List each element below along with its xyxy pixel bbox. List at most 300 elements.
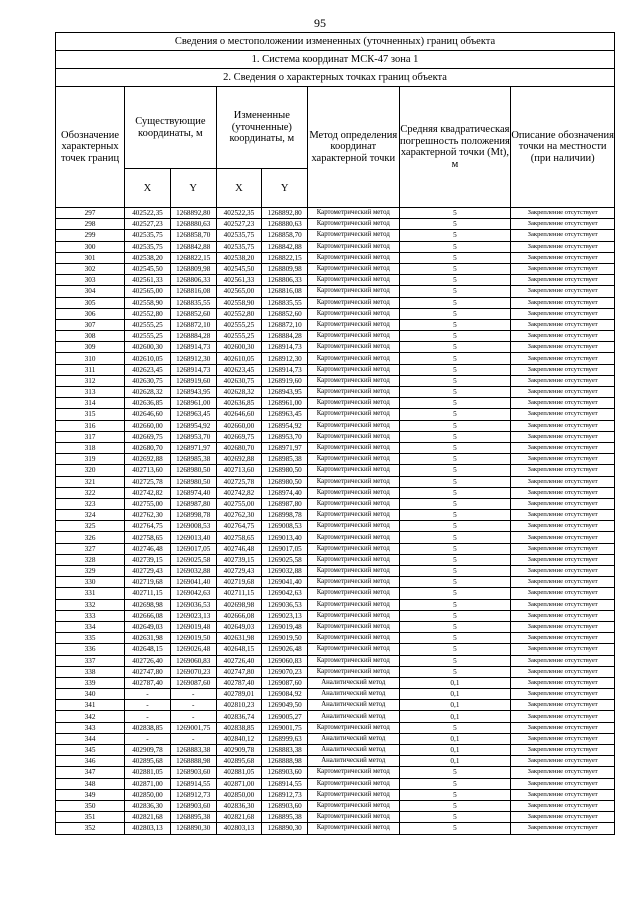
cell-changed-y: 1268892,80 [262,208,308,219]
cell-existing-x: 402666,08 [125,610,171,621]
cell-description: Закрепление отсутствует [511,800,615,811]
cell-method: Аналитический метод [308,745,399,756]
cell-method: Картометрический метод [308,353,399,364]
cell-error: 0,1 [399,733,511,744]
table-row [56,588,615,599]
cell-point-number: 336 [56,644,125,655]
cell-point-number: 302 [56,263,125,274]
cell-changed-y: 1268806,33 [262,275,308,286]
cell-method: Аналитический метод [308,689,399,700]
cell-error: 0,1 [399,711,511,722]
cell-description: Закрепление отсутствует [511,566,615,577]
cell-changed-x: 402787,40 [216,677,262,688]
cell-method: Картометрический метод [308,454,399,465]
cell-changed-x: 402558,90 [216,297,262,308]
cell-existing-x: 402692,88 [125,454,171,465]
section-caption: 2. Сведения о характерных точках границ объекта [56,69,615,87]
cell-point-number: 342 [56,711,125,722]
cell-error: 5 [399,655,511,666]
cell-point-number: 316 [56,420,125,431]
cell-existing-y: - [170,689,216,700]
cell-description: Закрепление отсутствует [511,733,615,744]
cell-error: 0,1 [399,756,511,767]
cell-description: Закрепление отсутствует [511,666,615,677]
cell-changed-x: 402729,43 [216,566,262,577]
cell-description: Закрепление отсутствует [511,398,615,409]
table-row [56,241,615,252]
cell-existing-x: 402726,40 [125,655,171,666]
cell-existing-x: 402729,43 [125,566,171,577]
cell-method: Картометрический метод [308,465,399,476]
cell-existing-y: 1269008,53 [170,521,216,532]
header-changed: Измененные (уточненные) координаты, м [216,87,307,169]
cell-description: Закрепление отсутствует [511,789,615,800]
cell-existing-y: 1268872,10 [170,319,216,330]
cell-changed-y: 1269070,23 [262,666,308,677]
cell-error: 0,1 [399,745,511,756]
cell-existing-x: 402747,80 [125,666,171,677]
cell-description: Закрепление отсутствует [511,677,615,688]
cell-method: Картометрический метод [308,364,399,375]
cell-method: Картометрический метод [308,442,399,453]
cell-method: Картометрический метод [308,633,399,644]
cell-description: Закрепление отсутствует [511,442,615,453]
table-row [56,812,615,823]
cell-changed-x: 402692,88 [216,454,262,465]
cell-changed-x: 402555,25 [216,319,262,330]
cell-description: Закрепление отсутствует [511,532,615,543]
cell-existing-x: - [125,689,171,700]
cell-existing-x: 402649,03 [125,621,171,632]
cell-changed-x: 402713,60 [216,465,262,476]
cell-method: Картометрический метод [308,655,399,666]
cell-description: Закрепление отсутствует [511,219,615,230]
cell-method: Картометрический метод [308,230,399,241]
cell-description: Закрепление отсутствует [511,655,615,666]
cell-method: Аналитический метод [308,756,399,767]
cell-method: Картометрический метод [308,275,399,286]
table-row [56,778,615,789]
cell-error: 5 [399,263,511,274]
cell-method: Картометрический метод [308,812,399,823]
table-row [56,208,615,219]
table-row [56,510,615,521]
cell-existing-x: 402555,25 [125,319,171,330]
cell-method: Картометрический метод [308,420,399,431]
cell-description: Закрепление отсутствует [511,767,615,778]
cell-point-number: 299 [56,230,125,241]
cell-point-number: 327 [56,543,125,554]
cell-point-number: 305 [56,297,125,308]
cell-existing-y: 1268974,40 [170,487,216,498]
cell-existing-x: 402648,15 [125,644,171,655]
cell-changed-y: 1268919,60 [262,375,308,386]
cell-changed-y: 1268880,63 [262,219,308,230]
table-row [56,756,615,767]
cell-changed-x: 402648,15 [216,644,262,655]
cell-existing-y: - [170,700,216,711]
cell-changed-x: 402895,68 [216,756,262,767]
cell-error: 5 [399,297,511,308]
cell-existing-y: 1269087,60 [170,677,216,688]
cell-point-number: 297 [56,208,125,219]
cell-existing-x: 402850,00 [125,789,171,800]
cell-description: Закрепление отсутствует [511,342,615,353]
cell-changed-x: 402719,68 [216,577,262,588]
header-description: Описание обозначения точки на местности (при наличии) [511,87,615,208]
cell-error: 5 [399,812,511,823]
cell-method: Картометрический метод [308,409,399,420]
table-row [56,398,615,409]
cell-changed-x: 402666,08 [216,610,262,621]
cell-changed-x: 402725,78 [216,476,262,487]
table-row [56,800,615,811]
cell-changed-y: 1268999,63 [262,733,308,744]
cell-changed-y: 1269042,63 [262,588,308,599]
cell-description: Закрепление отсутствует [511,375,615,386]
table-row [56,364,615,375]
cell-changed-y: 1268912,73 [262,789,308,800]
table-row [56,476,615,487]
cell-changed-y: 1269023,13 [262,610,308,621]
cell-error: 5 [399,543,511,554]
cell-existing-y: 1268903,60 [170,767,216,778]
cell-existing-y: 1269032,88 [170,566,216,577]
cell-changed-y: 1268895,38 [262,812,308,823]
table-row [56,566,615,577]
cell-existing-y: 1268809,98 [170,263,216,274]
table-row [56,521,615,532]
cell-description: Закрепление отсутствует [511,286,615,297]
cell-error: 5 [399,353,511,364]
cell-changed-y: 1268883,38 [262,745,308,756]
table-row [56,554,615,565]
cell-existing-x: 402881,05 [125,767,171,778]
table-row [56,286,615,297]
cell-changed-x: 402623,45 [216,364,262,375]
cell-existing-y: 1268954,92 [170,420,216,431]
cell-error: 5 [399,275,511,286]
cell-point-number: 320 [56,465,125,476]
table-row [56,700,615,711]
table-row [56,342,615,353]
cell-changed-x: 402747,80 [216,666,262,677]
cell-existing-x: 402742,82 [125,487,171,498]
cell-existing-y: 1269042,63 [170,588,216,599]
table-row [56,610,615,621]
cell-error: 5 [399,331,511,342]
cell-existing-y: 1268971,97 [170,442,216,453]
cell-error: 5 [399,577,511,588]
cell-changed-y: 1268980,50 [262,476,308,487]
cell-existing-x: 402711,15 [125,588,171,599]
cell-changed-x: 402836,74 [216,711,262,722]
cell-existing-y: 1268806,33 [170,275,216,286]
cell-existing-y: 1268943,95 [170,387,216,398]
cell-changed-y: 1269026,48 [262,644,308,655]
cell-existing-x: 402535,75 [125,230,171,241]
cell-existing-y: 1268880,63 [170,219,216,230]
cell-existing-y: 1268895,38 [170,812,216,823]
cell-method: Картометрический метод [308,521,399,532]
cell-changed-x: 402631,98 [216,633,262,644]
cell-changed-y: 1268884,28 [262,331,308,342]
cell-existing-x: - [125,711,171,722]
cell-changed-y: 1268809,98 [262,263,308,274]
cell-changed-y: 1268903,60 [262,800,308,811]
cell-error: 5 [399,510,511,521]
cell-changed-x: 402636,85 [216,398,262,409]
cell-existing-x: 402522,35 [125,208,171,219]
cell-point-number: 315 [56,409,125,420]
cell-existing-x: 402565,00 [125,286,171,297]
cell-point-number: 317 [56,431,125,442]
cell-existing-y: 1268852,60 [170,308,216,319]
cell-description: Закрепление отсутствует [511,275,615,286]
table-row [56,655,615,666]
cell-changed-x: 402630,75 [216,375,262,386]
cell-description: Закрепление отсутствует [511,420,615,431]
cell-point-number: 307 [56,319,125,330]
cell-method: Картометрический метод [308,498,399,509]
cell-changed-x: 402871,00 [216,778,262,789]
cell-changed-y: 1268912,30 [262,353,308,364]
cell-method: Картометрический метод [308,823,399,834]
table-row [56,465,615,476]
cell-existing-y: 1268914,55 [170,778,216,789]
cell-point-number: 352 [56,823,125,834]
cell-changed-x: 402552,80 [216,308,262,319]
cell-method: Картометрический метод [308,778,399,789]
cell-changed-y: 1268998,78 [262,510,308,521]
cell-changed-y: 1268961,00 [262,398,308,409]
cell-existing-x: 402623,45 [125,364,171,375]
cell-existing-y: 1268963,45 [170,409,216,420]
cell-changed-x: 402649,03 [216,621,262,632]
cell-changed-y: 1268852,60 [262,308,308,319]
cell-changed-x: 402810,23 [216,700,262,711]
cell-method: Картометрический метод [308,241,399,252]
cell-point-number: 312 [56,375,125,386]
cell-point-number: 347 [56,767,125,778]
cell-method: Картометрический метод [308,476,399,487]
cell-changed-x: 402789,01 [216,689,262,700]
table-row [56,644,615,655]
cell-changed-y: 1269060,83 [262,655,308,666]
cell-changed-y: 1268974,40 [262,487,308,498]
cell-existing-x: 402698,98 [125,599,171,610]
cell-changed-y: 1268888,98 [262,756,308,767]
table-row [56,297,615,308]
cell-method: Картометрический метод [308,342,399,353]
table-row [56,789,615,800]
cell-method: Картометрический метод [308,331,399,342]
cell-point-number: 300 [56,241,125,252]
cell-existing-y: 1268998,78 [170,510,216,521]
cell-existing-y: 1269025,58 [170,554,216,565]
cell-existing-x: 402739,15 [125,554,171,565]
cell-error: 5 [399,532,511,543]
cell-error: 5 [399,498,511,509]
table-row [56,375,615,386]
table-row [56,219,615,230]
cell-description: Закрепление отсутствует [511,823,615,834]
cell-changed-x: 402836,30 [216,800,262,811]
cell-error: 5 [399,666,511,677]
cell-point-number: 313 [56,387,125,398]
cell-changed-x: 402739,15 [216,554,262,565]
cell-changed-x: 402698,98 [216,599,262,610]
cell-changed-x: 402522,35 [216,208,262,219]
cell-existing-x: 402631,98 [125,633,171,644]
cell-existing-y: 1268892,80 [170,208,216,219]
cell-existing-x: 402719,68 [125,577,171,588]
cell-changed-y: 1269041,40 [262,577,308,588]
coord-system-caption: 1. Система координат МСК-47 зона 1 [56,51,615,69]
cell-changed-y: 1268963,45 [262,409,308,420]
cell-changed-y: 1269017,05 [262,543,308,554]
cell-error: 5 [399,621,511,632]
cell-error: 5 [399,554,511,565]
cell-error: 5 [399,241,511,252]
table-row [56,454,615,465]
cell-description: Закрепление отсутствует [511,476,615,487]
cell-method: Картометрический метод [308,599,399,610]
table-row [56,711,615,722]
cell-method: Картометрический метод [308,532,399,543]
cell-error: 5 [399,375,511,386]
cell-changed-y: 1268822,15 [262,252,308,263]
cell-existing-x: 402561,33 [125,275,171,286]
page-number: 95 [314,16,326,30]
cell-existing-y: 1268888,98 [170,756,216,767]
cell-point-number: 308 [56,331,125,342]
cell-error: 5 [399,800,511,811]
cell-description: Закрепление отсутствует [511,387,615,398]
cell-error: 5 [399,398,511,409]
cell-method: Картометрический метод [308,767,399,778]
cell-changed-x: 402669,75 [216,431,262,442]
cell-description: Закрепление отсутствует [511,297,615,308]
cell-changed-x: 402711,15 [216,588,262,599]
table-row [56,431,615,442]
cell-method: Картометрический метод [308,644,399,655]
cell-changed-y: 1269019,48 [262,621,308,632]
cell-existing-x: 402555,25 [125,331,171,342]
cell-method: Картометрический метод [308,375,399,386]
cell-changed-y: 1268954,92 [262,420,308,431]
header-changed-x: X [216,169,262,208]
cell-existing-x: 402803,13 [125,823,171,834]
cell-existing-y: 1268835,55 [170,297,216,308]
table-row [56,532,615,543]
cell-changed-y: 1268953,70 [262,431,308,442]
cell-point-number: 319 [56,454,125,465]
cell-changed-y: 1269084,92 [262,689,308,700]
cell-point-number: 330 [56,577,125,588]
cell-changed-y: 1268943,95 [262,387,308,398]
cell-existing-y: 1268914,73 [170,342,216,353]
cell-point-number: 329 [56,566,125,577]
table-row [56,633,615,644]
table-row [56,230,615,241]
cell-error: 5 [399,465,511,476]
cell-description: Закрепление отсутствует [511,364,615,375]
cell-description: Закрепление отсутствует [511,208,615,219]
cell-method: Картометрический метод [308,789,399,800]
cell-existing-y: 1268914,73 [170,364,216,375]
cell-description: Закрепление отсутствует [511,353,615,364]
cell-method: Картометрический метод [308,297,399,308]
cell-method: Аналитический метод [308,711,399,722]
cell-existing-x: 402764,75 [125,521,171,532]
cell-existing-x: 402762,30 [125,510,171,521]
cell-point-number: 350 [56,800,125,811]
table-row [56,689,615,700]
cell-changed-x: 402909,78 [216,745,262,756]
cell-existing-y: 1268980,50 [170,465,216,476]
cell-changed-y: 1268903,60 [262,767,308,778]
table-row [56,666,615,677]
cell-error: 5 [399,588,511,599]
cell-changed-x: 402680,70 [216,442,262,453]
cell-error: 5 [399,476,511,487]
cell-changed-x: 402555,25 [216,331,262,342]
cell-existing-x: 402746,48 [125,543,171,554]
cell-method: Картометрический метод [308,252,399,263]
cell-changed-x: 402565,00 [216,286,262,297]
cell-point-number: 332 [56,599,125,610]
cell-error: 5 [399,420,511,431]
table-row [56,409,615,420]
cell-point-number: 301 [56,252,125,263]
cell-point-number: 333 [56,610,125,621]
cell-changed-x: 402646,60 [216,409,262,420]
cell-method: Картометрический метод [308,398,399,409]
table-row [56,823,615,834]
cell-point-number: 322 [56,487,125,498]
cell-changed-x: 402821,68 [216,812,262,823]
cell-point-number: 311 [56,364,125,375]
cell-point-number: 345 [56,745,125,756]
cell-description: Закрепление отсутствует [511,465,615,476]
cell-changed-x: 402838,85 [216,722,262,733]
table-row [56,442,615,453]
cell-method: Картометрический метод [308,510,399,521]
cell-changed-x: 402628,32 [216,387,262,398]
cell-existing-x: 402755,00 [125,498,171,509]
cell-existing-y: 1268985,38 [170,454,216,465]
table-row [56,543,615,554]
cell-changed-y: 1268842,88 [262,241,308,252]
cell-description: Закрепление отсутствует [511,689,615,700]
cell-method: Картометрический метод [308,722,399,733]
cell-existing-y: 1269001,75 [170,722,216,733]
boundary-points-table [55,32,615,835]
cell-existing-y: 1269070,23 [170,666,216,677]
cell-point-number: 351 [56,812,125,823]
cell-changed-y: 1269025,58 [262,554,308,565]
cell-existing-y: 1268912,73 [170,789,216,800]
cell-existing-x: 402545,50 [125,263,171,274]
cell-error: 5 [399,778,511,789]
cell-method: Картометрический метод [308,577,399,588]
cell-changed-x: 402764,75 [216,521,262,532]
cell-changed-x: 402535,75 [216,230,262,241]
cell-point-number: 304 [56,286,125,297]
cell-description: Закрепление отсутствует [511,308,615,319]
cell-method: Картометрический метод [308,566,399,577]
